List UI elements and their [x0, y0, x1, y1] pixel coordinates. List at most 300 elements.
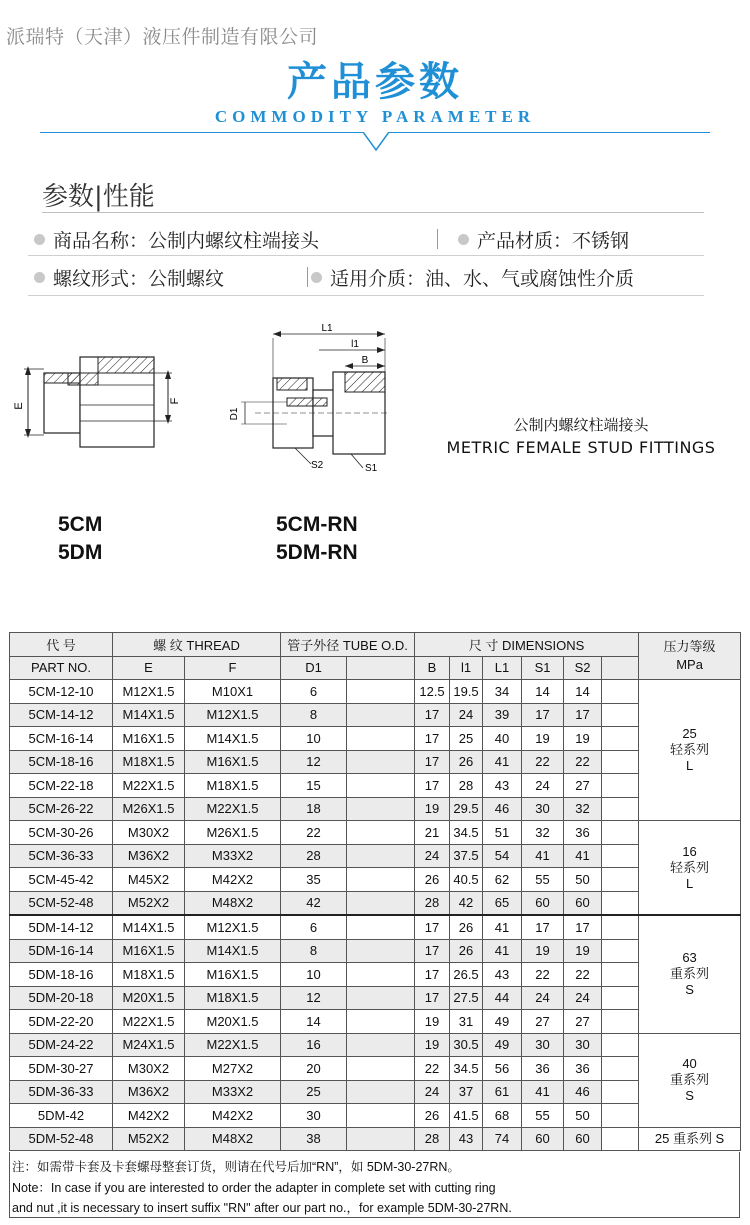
- hero-subtitle: COMMODITY PARAMETER: [214, 107, 536, 126]
- table-cell: M16X1.5: [185, 750, 281, 774]
- table-cell: M30X2: [113, 821, 185, 845]
- table-cell: [602, 1057, 639, 1081]
- table-cell: 34.5: [450, 821, 483, 845]
- table-cell: [602, 1010, 639, 1034]
- pressure-value: 16: [682, 843, 697, 859]
- table-row: [10, 986, 741, 1010]
- spec-thread-type-text: 螺纹形式：公制螺纹: [53, 268, 225, 290]
- table-cell: M20X1.5: [185, 1010, 281, 1034]
- label-b: B: [361, 355, 369, 366]
- table-cell: 55: [522, 1104, 564, 1128]
- table-cell: M45X2: [113, 868, 185, 892]
- part-number: 5CM-14-12: [10, 703, 113, 727]
- pressure-group: [639, 1127, 741, 1151]
- table-cell: M14X1.5: [185, 727, 281, 751]
- table-cell: 24: [522, 774, 564, 798]
- table-cell: 17: [415, 774, 450, 798]
- table-cell: 41: [483, 750, 522, 774]
- part-number: 5CM-18-16: [10, 750, 113, 774]
- bullet-icon: [34, 234, 45, 245]
- table-cell: 27: [564, 1010, 602, 1034]
- part-number: 5CM-12-10: [10, 680, 113, 704]
- header-sub: D1: [281, 656, 347, 680]
- pressure-group: [639, 821, 741, 916]
- table-cell: 17: [564, 703, 602, 727]
- table-cell: [347, 703, 415, 727]
- header-pressure-label: 压力等级: [663, 639, 716, 654]
- table-cell: M42X2: [185, 868, 281, 892]
- table-cell: 17: [522, 915, 564, 939]
- table-cell: 56: [483, 1057, 522, 1081]
- table-cell: 32: [522, 821, 564, 845]
- table-cell: M16X1.5: [185, 963, 281, 987]
- table-cell: 28: [281, 844, 347, 868]
- pressure-letter: L: [685, 875, 694, 891]
- table-cell: [347, 1104, 415, 1128]
- table-header-row: [10, 656, 741, 680]
- table-cell: 30: [564, 1033, 602, 1057]
- table-cell: 49: [483, 1010, 522, 1034]
- table-cell: 30: [281, 1104, 347, 1128]
- header-tube: 管子外径 TUBE O.D.: [281, 633, 415, 657]
- pressure-value: 63: [682, 950, 697, 966]
- table-cell: 22: [522, 963, 564, 987]
- table-cell: 44: [483, 986, 522, 1010]
- table-cell: 42: [450, 891, 483, 915]
- section-divider: [42, 212, 704, 213]
- table-cell: [602, 868, 639, 892]
- header-thread: 螺 纹 THREAD: [113, 633, 281, 657]
- table-cell: M22X1.5: [185, 1033, 281, 1057]
- table-cell: 12.5: [415, 680, 450, 704]
- table-cell: 34.5: [450, 1057, 483, 1081]
- table-row: [10, 1080, 741, 1104]
- table-cell: 68: [483, 1104, 522, 1128]
- table-cell: [347, 797, 415, 821]
- table-cell: 36: [564, 821, 602, 845]
- table-cell: [602, 844, 639, 868]
- note-en-2: and nut ,it is necessary to insert suffix "RN" after our part no.，for example 5DM-30-27RN.: [12, 1201, 512, 1215]
- table-cell: 19: [415, 797, 450, 821]
- table-row: [10, 821, 741, 845]
- table-cell: 22: [281, 821, 347, 845]
- bullet-icon: [458, 234, 469, 245]
- table-cell: [347, 1127, 415, 1151]
- label-l1-lower: l1: [351, 339, 359, 350]
- table-cell: 18: [281, 797, 347, 821]
- part-number: 5DM-22-20: [10, 1010, 113, 1034]
- table-cell: 17: [415, 703, 450, 727]
- pressure-value: 40: [682, 1056, 697, 1071]
- table-cell: [602, 703, 639, 727]
- table-cell: 36: [522, 1057, 564, 1081]
- label-d1: D1: [229, 407, 240, 421]
- label-f: F: [169, 397, 181, 405]
- table-cell: 30: [522, 797, 564, 821]
- table-cell: [347, 1033, 415, 1057]
- part-number: 5CM-52-48: [10, 891, 113, 915]
- table-cell: 25: [281, 1080, 347, 1104]
- table-cell: 38: [281, 1127, 347, 1151]
- table-cell: 62: [483, 868, 522, 892]
- spec-medium-text: 适用介质：油、水、气或腐蚀性介质: [330, 268, 635, 290]
- table-cell: 26: [450, 750, 483, 774]
- part-number: 5DM-30-27: [10, 1057, 113, 1081]
- table-cell: 22: [564, 750, 602, 774]
- table-cell: M33X2: [185, 1080, 281, 1104]
- table-cell: 17: [415, 750, 450, 774]
- table-cell: 8: [281, 939, 347, 963]
- table-cell: 21: [415, 821, 450, 845]
- table-cell: 46: [564, 1080, 602, 1104]
- table-cell: 36: [564, 1057, 602, 1081]
- table-row: [10, 750, 741, 774]
- table-cell: [602, 680, 639, 704]
- spec-medium: [311, 264, 634, 291]
- table-cell: M26X1.5: [113, 797, 185, 821]
- table-row: [10, 703, 741, 727]
- table-cell: M14X1.5: [113, 915, 185, 939]
- pressure-group: [639, 1033, 741, 1127]
- table-cell: 30: [522, 1033, 564, 1057]
- table-cell: 28: [450, 774, 483, 798]
- table-cell: 26: [450, 939, 483, 963]
- spec-table: [9, 632, 741, 1151]
- note-en-1: Note：In case if you are interested to order the adapter in complete set with cutting ring: [12, 1181, 496, 1195]
- table-cell: 22: [415, 1057, 450, 1081]
- part-number: 5DM-36-33: [10, 1080, 113, 1104]
- table-row: [10, 891, 741, 915]
- table-cell: 17: [415, 915, 450, 939]
- table-cell: 41: [483, 915, 522, 939]
- table-cell: [602, 1080, 639, 1104]
- table-cell: [602, 963, 639, 987]
- table-cell: 14: [522, 680, 564, 704]
- table-cell: 41: [483, 939, 522, 963]
- table-cell: 42: [281, 891, 347, 915]
- part-number: 5DM-20-18: [10, 986, 113, 1010]
- model-right-2: 5DM-RN: [276, 541, 358, 564]
- header-sub: B: [415, 656, 450, 680]
- header-sub: [347, 656, 415, 680]
- header-pressure: [639, 633, 741, 680]
- header-sub: l1: [450, 656, 483, 680]
- part-number: 5DM-42: [10, 1104, 113, 1128]
- table-cell: M18X1.5: [113, 963, 185, 987]
- table-cell: 26.5: [450, 963, 483, 987]
- table-cell: 46: [483, 797, 522, 821]
- table-cell: M48X2: [185, 891, 281, 915]
- table-cell: 41: [564, 844, 602, 868]
- pressure-group: [639, 915, 741, 1033]
- table-cell: M48X2: [185, 1127, 281, 1151]
- table-cell: M30X2: [113, 1057, 185, 1081]
- table-cell: M26X1.5: [185, 821, 281, 845]
- table-cell: 60: [522, 891, 564, 915]
- table-cell: [602, 939, 639, 963]
- hero-title: 产品参数: [287, 59, 463, 105]
- table-cell: 60: [564, 1127, 602, 1151]
- table-cell: [347, 727, 415, 751]
- table-cell: 22: [564, 963, 602, 987]
- header-sub: F: [185, 656, 281, 680]
- table-cell: 12: [281, 986, 347, 1010]
- table-cell: [347, 915, 415, 939]
- table-cell: M18X1.5: [185, 986, 281, 1010]
- table-cell: 17: [415, 939, 450, 963]
- table-cell: [347, 868, 415, 892]
- table-cell: 24: [564, 986, 602, 1010]
- table-cell: M52X2: [113, 1127, 185, 1151]
- table-cell: 19: [564, 727, 602, 751]
- spec-thread-type: [34, 264, 224, 291]
- table-cell: 17: [522, 703, 564, 727]
- spec-separator: [437, 229, 438, 249]
- table-cell: 26: [415, 1104, 450, 1128]
- table-cell: M22X1.5: [185, 797, 281, 821]
- table-cell: [602, 797, 639, 821]
- table-row: [10, 797, 741, 821]
- table-cell: 43: [483, 774, 522, 798]
- pressure-group: [639, 680, 741, 821]
- table-cell: 24: [522, 986, 564, 1010]
- table-cell: 39: [483, 703, 522, 727]
- table-cell: 24: [415, 844, 450, 868]
- header-sub: E: [113, 656, 185, 680]
- table-cell: 19: [522, 939, 564, 963]
- table-cell: 40.5: [450, 868, 483, 892]
- table-cell: M36X2: [113, 1080, 185, 1104]
- table-cell: M27X2: [185, 1057, 281, 1081]
- table-cell: 8: [281, 703, 347, 727]
- table-cell: M18X1.5: [113, 750, 185, 774]
- table-cell: 17: [415, 986, 450, 1010]
- table-cell: 17: [415, 963, 450, 987]
- part-number: 5CM-16-14: [10, 727, 113, 751]
- table-cell: 29.5: [450, 797, 483, 821]
- pressure-series: 轻系列: [670, 859, 710, 875]
- table-cell: 27: [564, 774, 602, 798]
- table-row: [10, 868, 741, 892]
- table-row: [10, 939, 741, 963]
- table-cell: 49: [483, 1033, 522, 1057]
- table-cell: [602, 774, 639, 798]
- table-cell: M20X1.5: [113, 986, 185, 1010]
- table-cell: M18X1.5: [185, 774, 281, 798]
- table-cell: 61: [483, 1080, 522, 1104]
- header-sub: PART NO.: [10, 656, 113, 680]
- pressure-letter: S: [685, 1088, 694, 1103]
- spec-product-name-text: 商品名称：公制内螺纹柱端接头: [53, 230, 320, 252]
- model-right-1: 5CM-RN: [276, 513, 358, 536]
- table-cell: 26: [415, 868, 450, 892]
- pressure-value: 25 重系列 S: [654, 1130, 725, 1146]
- table-cell: 55: [522, 868, 564, 892]
- table-cell: 19.5: [450, 680, 483, 704]
- table-cell: M16X1.5: [113, 939, 185, 963]
- table-cell: 19: [522, 727, 564, 751]
- table-row: [10, 774, 741, 798]
- part-number: 5DM-18-16: [10, 963, 113, 987]
- table-cell: 35: [281, 868, 347, 892]
- table-cell: 17: [564, 915, 602, 939]
- table-cell: 24: [415, 1080, 450, 1104]
- label-s1: S1: [365, 463, 378, 474]
- table-cell: 10: [281, 727, 347, 751]
- table-cell: 10: [281, 963, 347, 987]
- table-cell: 24: [450, 703, 483, 727]
- header-sub: S1: [522, 656, 564, 680]
- part-number: 5CM-22-18: [10, 774, 113, 798]
- table-header-row: [10, 633, 741, 657]
- table-cell: 22: [522, 750, 564, 774]
- table-cell: 41: [522, 844, 564, 868]
- table-row: [10, 1033, 741, 1057]
- table-row: [10, 727, 741, 751]
- table-cell: M16X1.5: [113, 727, 185, 751]
- table-row: [10, 1127, 741, 1151]
- spec-material: [458, 226, 629, 253]
- part-number: 5DM-16-14: [10, 939, 113, 963]
- table-cell: 27: [522, 1010, 564, 1034]
- table-cell: 14: [564, 680, 602, 704]
- model-left-2: 5DM: [58, 541, 103, 564]
- table-cell: 25: [450, 727, 483, 751]
- fitting-drawing-left: [8, 335, 188, 450]
- table-cell: 41: [522, 1080, 564, 1104]
- table-cell: 19: [564, 939, 602, 963]
- pressure-series: 重系列: [670, 1072, 710, 1087]
- table-cell: 43: [450, 1127, 483, 1151]
- table-cell: 60: [522, 1127, 564, 1151]
- table-cell: 37.5: [450, 844, 483, 868]
- table-cell: 51: [483, 821, 522, 845]
- table-cell: M14X1.5: [113, 703, 185, 727]
- table-cell: [602, 891, 639, 915]
- table-cell: M52X2: [113, 891, 185, 915]
- part-number: 5CM-45-42: [10, 868, 113, 892]
- diagram-caption-cn: 公制内螺纹柱端接头: [513, 416, 649, 434]
- table-cell: 50: [564, 868, 602, 892]
- part-number: 5DM-24-22: [10, 1033, 113, 1057]
- company-name: 派瑞特（天津）液压件制造有限公司: [6, 26, 319, 48]
- pressure-series: 重系列: [670, 966, 710, 982]
- table-cell: [347, 939, 415, 963]
- table-cell: 43: [483, 963, 522, 987]
- section-title: 参数|性能: [42, 182, 155, 212]
- header-sub: [602, 656, 639, 680]
- table-cell: [602, 986, 639, 1010]
- table-cell: [347, 821, 415, 845]
- table-cell: M12X1.5: [185, 915, 281, 939]
- part-number: 5DM-52-48: [10, 1127, 113, 1151]
- table-cell: [347, 774, 415, 798]
- table-cell: 32: [564, 797, 602, 821]
- table-cell: 27.5: [450, 986, 483, 1010]
- diagram-caption-en: METRIC FEMALE STUD FITTINGS: [446, 438, 716, 457]
- table-cell: 15: [281, 774, 347, 798]
- table-cell: 14: [281, 1010, 347, 1034]
- chevron-down-icon: [363, 132, 389, 154]
- table-cell: M42X2: [185, 1104, 281, 1128]
- table-cell: [347, 1010, 415, 1034]
- label-e: E: [13, 402, 25, 410]
- table-cell: 34: [483, 680, 522, 704]
- part-number: 5CM-26-22: [10, 797, 113, 821]
- table-cell: 50: [564, 1104, 602, 1128]
- pressure-letter: S: [685, 982, 694, 998]
- table-cell: M22X1.5: [113, 1010, 185, 1034]
- table-cell: 31: [450, 1010, 483, 1034]
- header-dimensions: 尺 寸 DIMENSIONS: [415, 633, 639, 657]
- table-row: [10, 963, 741, 987]
- pressure-series: 轻系列: [670, 742, 710, 757]
- table-cell: [347, 1057, 415, 1081]
- bullet-icon: [34, 272, 45, 283]
- table-cell: [602, 1104, 639, 1128]
- table-cell: M12X1.5: [185, 703, 281, 727]
- table-row: [10, 915, 741, 939]
- header-code: 代 号: [10, 633, 113, 657]
- label-l1-upper: L1: [321, 323, 333, 334]
- table-cell: [347, 963, 415, 987]
- part-number: 5DM-14-12: [10, 915, 113, 939]
- table-cell: 65: [483, 891, 522, 915]
- table-cell: M24X1.5: [113, 1033, 185, 1057]
- table-cell: [602, 915, 639, 939]
- table-cell: [602, 727, 639, 751]
- table-row: [10, 844, 741, 868]
- part-number: 5CM-30-26: [10, 821, 113, 845]
- table-row: [10, 1104, 741, 1128]
- table-cell: 26: [450, 915, 483, 939]
- table-cell: [602, 1127, 639, 1151]
- table-cell: 19: [415, 1033, 450, 1057]
- table-cell: 16: [281, 1033, 347, 1057]
- table-row: [10, 680, 741, 704]
- table-cell: [347, 1080, 415, 1104]
- table-cell: [347, 750, 415, 774]
- table-cell: 6: [281, 915, 347, 939]
- spec-product-name: [34, 226, 319, 253]
- table-cell: [347, 986, 415, 1010]
- table-cell: 41.5: [450, 1104, 483, 1128]
- table-cell: 54: [483, 844, 522, 868]
- table-cell: M42X2: [113, 1104, 185, 1128]
- spec-row-divider: [28, 255, 704, 256]
- table-cell: 6: [281, 680, 347, 704]
- table-cell: 17: [415, 727, 450, 751]
- table-cell: 60: [564, 891, 602, 915]
- table-cell: [347, 891, 415, 915]
- table-cell: M36X2: [113, 844, 185, 868]
- table-cell: [347, 844, 415, 868]
- header-pressure-unit: MPa: [676, 657, 703, 672]
- table-row: [10, 1057, 741, 1081]
- table-cell: [602, 821, 639, 845]
- table-cell: 19: [415, 1010, 450, 1034]
- table-cell: M14X1.5: [185, 939, 281, 963]
- fitting-drawing-right: [215, 318, 395, 478]
- part-number: 5CM-36-33: [10, 844, 113, 868]
- table-cell: 37: [450, 1080, 483, 1104]
- spec-row-divider: [28, 295, 704, 296]
- label-s2: S2: [311, 460, 324, 471]
- header-sub: L1: [483, 656, 522, 680]
- table-cell: 30.5: [450, 1033, 483, 1057]
- table-cell: 20: [281, 1057, 347, 1081]
- note-cn: 注：如需带卡套及卡套螺母整套订货，则请在代号后加“RN”，如 5DM-30-27RN。: [12, 1160, 460, 1174]
